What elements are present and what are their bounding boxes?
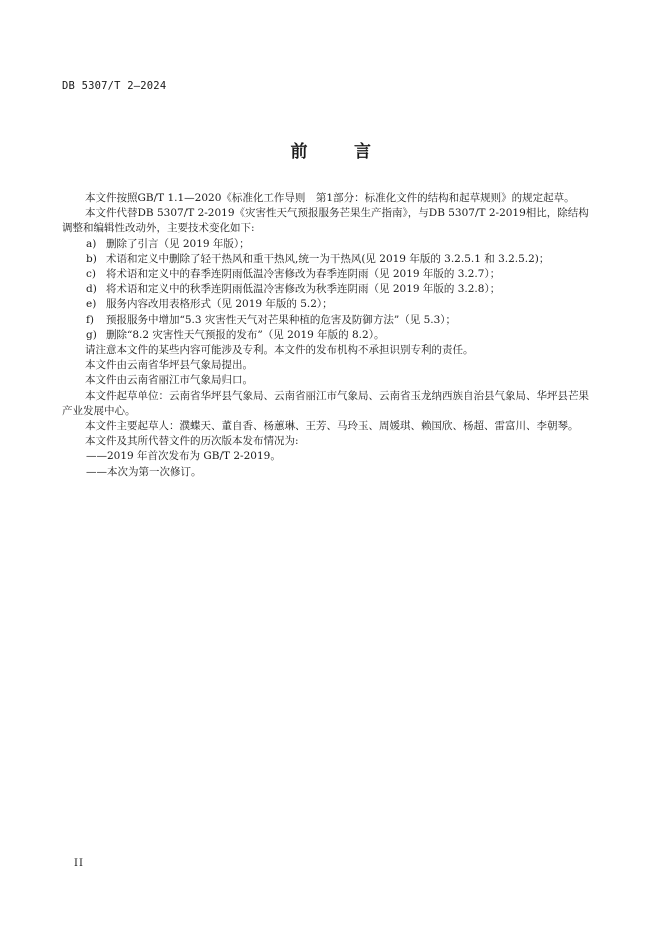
change-item xyxy=(62,252,597,267)
change-text: 将术语和定义中的秋季连阴雨低温冷害修改为秋季连阴雨（见 2019 年版的 3.2.8）； xyxy=(106,283,501,296)
title-char-2: 言 xyxy=(354,142,372,162)
page-title xyxy=(0,137,662,162)
change-item xyxy=(62,237,597,252)
change-label: g) xyxy=(86,328,97,341)
patent-notice: 请注意本文件的某些内容可能涉及专利。本文件的发布机构不承担识别专利的责任。 xyxy=(85,344,474,357)
history-intro: 本文件及其所代替文件的历次版本发布情况为: xyxy=(85,435,299,448)
page-number: II xyxy=(74,858,84,869)
change-label: b) xyxy=(86,252,97,265)
history-item: ——本次为第一次修订。 xyxy=(86,465,202,478)
change-text: 删除“8.2 灾害性天气预报的发布”（见 2019 年版的 8.2）。 xyxy=(106,328,385,341)
change-text: 术语和定义中删除了轻干热风和重干热风,统一为干热风(见 2019 年版的 3.2.5.1 和 3.2.5.2)； xyxy=(106,252,550,265)
paragraph-replacement: 本文件代替DB 5307/T 2-2019《灾害性天气预报服务芒果生产指南》，与DB 5307/T 2-2019相比，除结构调整和编辑性改动外，主要技术变化如下: xyxy=(62,207,589,235)
change-label: c) xyxy=(86,268,96,281)
change-item xyxy=(62,313,597,328)
change-text: 删除了引言（见 2019 年版）； xyxy=(106,237,250,250)
drafting-units: 本文件起草单位：云南省华坪县气象局、云南省丽江市气象局、云南省玉龙纳西族自治县气象局、华坪县芒果产业发展中心。 xyxy=(62,389,589,417)
change-item xyxy=(62,297,597,312)
change-text: 预报服务中增加“5.3 灾害性天气对芒果种植的危害及防御方法”（见 5.3）； xyxy=(106,313,457,326)
history-item: ——2019 年首次发布为 GB/T 2-2019。 xyxy=(86,450,281,463)
change-text: 服务内容改用表格形式（见 2019 年版的 5.2）； xyxy=(106,298,333,311)
change-item xyxy=(62,267,597,282)
change-text: 将术语和定义中的春季连阴雨低温冷害修改为春季连阴雨（见 2019 年版的 3.2.7）； xyxy=(106,268,501,281)
document-number: DB 5307/T 2—2024 xyxy=(62,80,167,92)
change-label: e) xyxy=(86,298,97,311)
proposed-by: 本文件由云南省华坪县气象局提出。 xyxy=(85,359,253,372)
centralized-by: 本文件由云南省丽江市气象局归口。 xyxy=(85,374,253,387)
change-label: a) xyxy=(86,237,97,250)
change-item xyxy=(62,282,597,297)
change-label: d) xyxy=(86,283,97,296)
foreword-body xyxy=(62,191,597,480)
paragraph-drafting-rules: 本文件按照GB/T 1.1—2020《标准化工作导则 第1部分：标准化文件的结构和起草规则》的规定起草。 xyxy=(85,192,575,204)
change-item xyxy=(62,328,597,343)
change-label: f) xyxy=(86,313,94,326)
title-char-1: 前 xyxy=(290,142,308,162)
drafters: 本文件主要起草人：濮蝶天、董自香、杨蕙琳、王芳、马玲玉、周媛琪、赖国欣、杨超、雷富川、李朝琴。 xyxy=(85,420,579,433)
